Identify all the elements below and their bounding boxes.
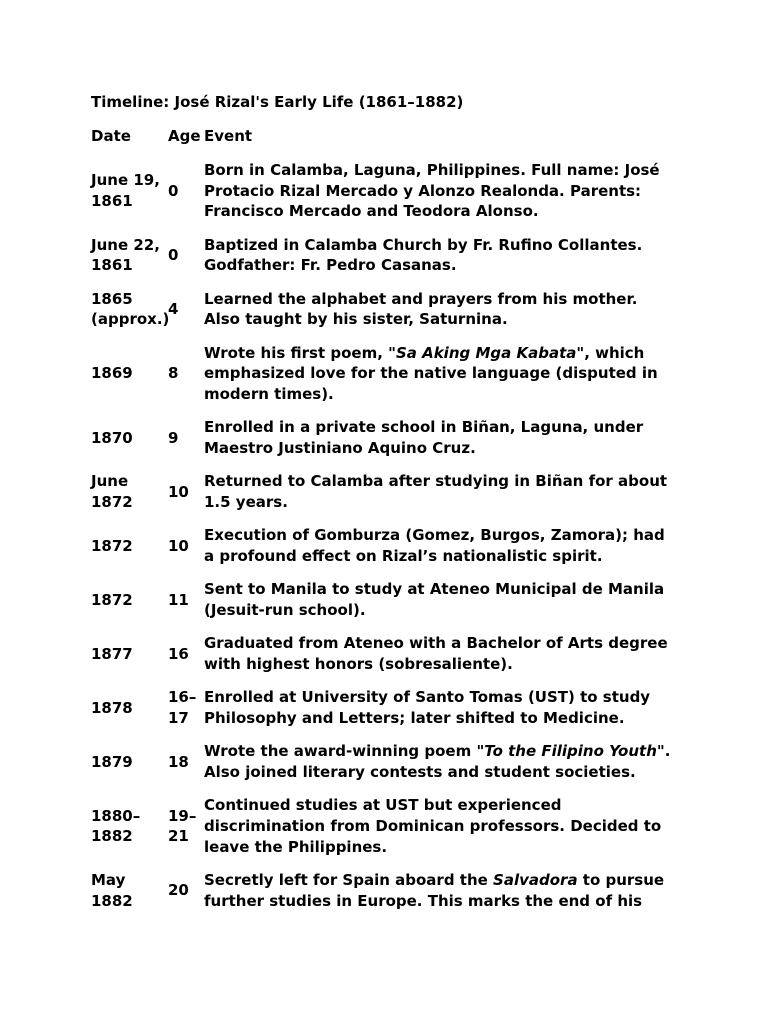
event-text: ", which emphasized love for the native language (disputed in modern times).	[204, 343, 658, 404]
row-event: Born in Calamba, Laguna, Philippines. Full name: José Protacio Rizal Mercado y Alonzo Realonda. Parents: Francisco Mercado and Teodora Alonso.	[204, 160, 660, 221]
table-header-row	[91, 126, 676, 160]
event-text: Wrote the award-winning poem "	[204, 742, 485, 761]
row-date: 1872	[91, 536, 133, 555]
event-text: Wrote his first poem, "	[204, 343, 396, 362]
row-event: Enrolled in a private school in Biñan, Laguna, under Maestro Justiniano Aquino Cruz.	[204, 418, 644, 458]
row-age: 0	[168, 181, 179, 200]
timeline-table	[91, 126, 676, 924]
row-event	[204, 870, 676, 924]
row-date: 1879	[91, 752, 133, 771]
row-date: June 1872	[91, 472, 133, 512]
event-text: to pursue further studies in Europe. This marks the end of his	[204, 871, 665, 910]
row-date: 1878	[91, 698, 133, 717]
row-event: Baptized in Calamba Church by Fr. Rufino Collantes. Godfather: Fr. Pedro Casanas.	[204, 235, 643, 275]
row-event: Returned to Calamba after studying in Biñan for about 1.5 years.	[204, 472, 668, 512]
row-age: 10	[168, 482, 189, 501]
row-age: 11	[168, 590, 189, 609]
table-row	[91, 525, 676, 579]
row-age: 20	[168, 881, 189, 900]
row-age: 10	[168, 536, 189, 555]
row-event: Learned the alphabet and prayers from his mother. Also taught by his sister, Saturnina.	[204, 289, 638, 329]
row-event: Enrolled at University of Santo Tomas (UST) to study Philosophy and Letters; later shifted to Medicine.	[204, 688, 651, 728]
table-body	[91, 160, 676, 924]
table-row	[91, 417, 676, 471]
poem-title: To the Filipino Youth	[484, 742, 657, 761]
row-event: Continued studies at UST but experienced discrimination from Dominican professors. Decided to leave the Philippines.	[204, 796, 662, 856]
row-age: 18	[168, 752, 189, 771]
row-date: 1869	[91, 364, 133, 383]
header-event: Event	[204, 127, 253, 145]
row-date: June 19, 1861	[91, 171, 160, 210]
row-date: 1870	[91, 428, 133, 447]
row-date: June 22, 1861	[91, 235, 160, 275]
row-age: 0	[168, 245, 179, 264]
row-event	[204, 741, 676, 795]
document-title: Timeline: José Rizal's Early Life (1861–1882)	[91, 93, 464, 111]
row-age: 4	[168, 299, 179, 318]
document-page	[91, 92, 691, 924]
row-age: 9	[168, 428, 179, 447]
row-date: 1872	[91, 590, 133, 609]
header-date: Date	[91, 127, 131, 145]
row-date: 1880–1882	[91, 806, 141, 846]
header-age: Age	[168, 127, 201, 145]
table-row	[91, 687, 676, 741]
row-age: 16–17	[168, 688, 197, 728]
row-date: May 1882	[91, 871, 133, 910]
row-age: 8	[168, 364, 179, 383]
table-row	[91, 579, 676, 633]
ship-name: Salvadora	[493, 871, 578, 889]
table-header	[91, 126, 676, 160]
row-event: Sent to Manila to study at Ateneo Municipal de Manila (Jesuit-run school).	[204, 580, 665, 620]
table-row	[91, 289, 676, 343]
poem-title: Sa Aking Mga Kabata	[395, 343, 577, 362]
table-row	[91, 795, 676, 870]
event-text: ". Also joined literary contests and student societies.	[204, 742, 671, 782]
table-row	[91, 343, 676, 418]
table-row	[91, 235, 676, 289]
table-row	[91, 633, 676, 687]
row-event: Execution of Gomburza (Gomez, Burgos, Zamora); had a profound effect on Rizal’s nationalistic spirit.	[204, 526, 665, 566]
event-text: Secretly left for Spain aboard the	[204, 871, 494, 889]
table-row	[91, 471, 676, 525]
row-date: 1877	[91, 644, 133, 663]
table-row	[91, 741, 676, 795]
row-date: 1865 (approx.)	[91, 289, 170, 329]
row-age: 16	[168, 644, 189, 663]
row-event	[204, 343, 676, 418]
table-row	[91, 870, 676, 924]
table-row	[91, 160, 676, 235]
row-age: 19–21	[168, 806, 197, 846]
row-event: Graduated from Ateneo with a Bachelor of Arts degree with highest honors (sobresaliente).	[204, 634, 668, 674]
